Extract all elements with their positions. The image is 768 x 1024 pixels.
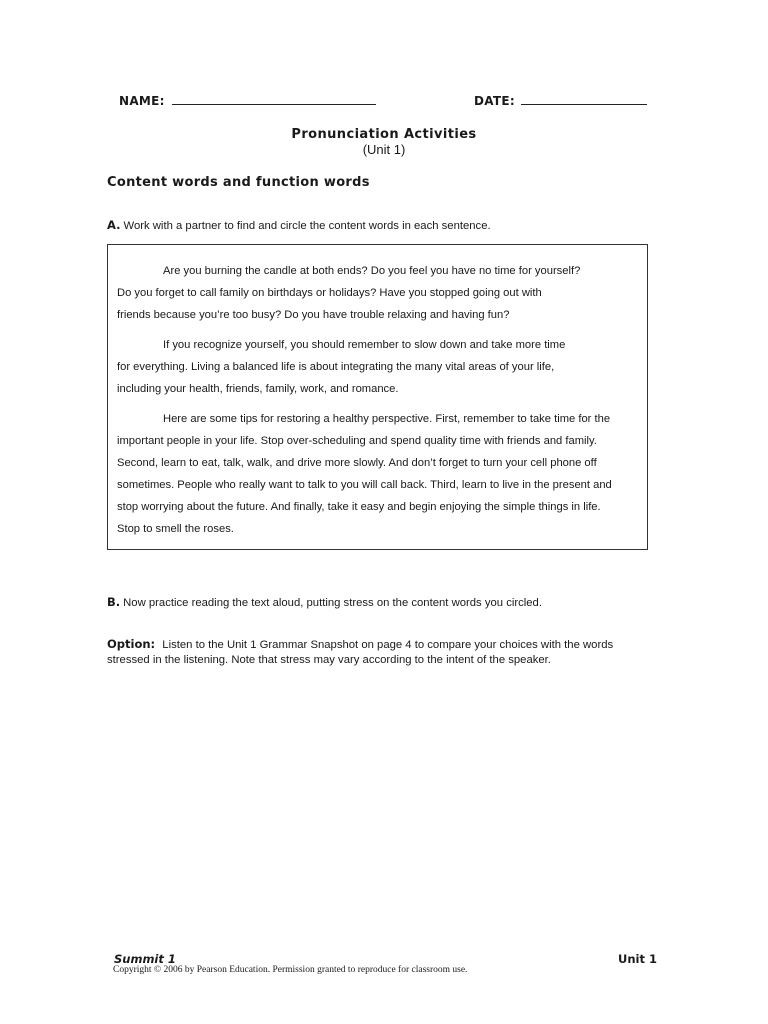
passage-line: important people in your life. Stop over-scheduling and spend quality time with friends and family. xyxy=(117,435,597,447)
option-note xyxy=(107,637,647,668)
footer-unit: Unit 1 xyxy=(618,952,657,966)
name-label: NAME: xyxy=(119,94,165,108)
page-subtitle: (Unit 1) xyxy=(362,142,406,157)
option-marker: Option: xyxy=(107,637,156,651)
passage-line: Second, learn to eat, talk, walk, and drive more slowly. And don’t forget to turn your cell phone off xyxy=(117,457,597,469)
instruction-b xyxy=(107,595,542,609)
page-title: Pronunciation Activities xyxy=(291,127,477,142)
passage-line: Are you burning the candle at both ends? Do you feel you have no time for yourself? xyxy=(163,265,581,277)
passage-line: including your health, friends, family, work, and romance. xyxy=(117,383,399,395)
footer-copyright: Copyright © 2006 by Pearson Education. Permission granted to reproduce for classroom use. xyxy=(113,965,468,975)
section-heading: Content words and function words xyxy=(107,175,370,190)
date-group xyxy=(474,92,647,108)
passage-line: sometimes. People who really want to talk to you will call back. Third, learn to live in the present and xyxy=(117,479,612,491)
date-label: DATE: xyxy=(474,94,515,108)
passage-line: Here are some tips for restoring a healthy perspective. First, remember to take time for the xyxy=(163,413,611,425)
passage-paragraph-3 xyxy=(117,408,645,540)
name-date-row xyxy=(119,92,376,108)
date-blank-line[interactable] xyxy=(521,92,647,105)
passage-line: stop worrying about the future. And finally, take it easy and begin enjoying the simple things in life. xyxy=(117,501,601,513)
instruction-a xyxy=(107,218,491,232)
passage-line: Do you forget to call family on birthdays or holidays? Have you stopped going out with xyxy=(117,287,542,299)
passage-line: Stop to smell the roses. xyxy=(117,523,234,535)
instruction-a-text: Work with a partner to find and circle the content words in each sentence. xyxy=(123,220,491,232)
passage-paragraph-1 xyxy=(117,260,645,326)
instruction-b-marker: B. xyxy=(107,595,121,609)
instruction-a-marker: A. xyxy=(107,218,121,232)
passage-line: friends because you’re too busy? Do you have trouble relaxing and having fun? xyxy=(117,309,510,321)
option-line-1: Listen to the Unit 1 Grammar Snapshot on page 4 to compare your choices with the words xyxy=(162,639,614,651)
footer-book-title: Summit 1 xyxy=(114,952,176,966)
name-blank-line[interactable] xyxy=(172,92,376,105)
passage-line: If you recognize yourself, you should remember to slow down and take more time xyxy=(163,339,566,351)
passage-paragraph-2 xyxy=(117,334,645,400)
passage-box xyxy=(107,244,648,550)
passage-line: for everything. Living a balanced life is about integrating the many vital areas of your life, xyxy=(117,361,555,373)
instruction-b-text: Now practice reading the text aloud, putting stress on the content words you circled. xyxy=(123,597,542,609)
option-line-2: stressed in the listening. Note that stress may vary according to the intent of the speaker. xyxy=(107,654,551,666)
